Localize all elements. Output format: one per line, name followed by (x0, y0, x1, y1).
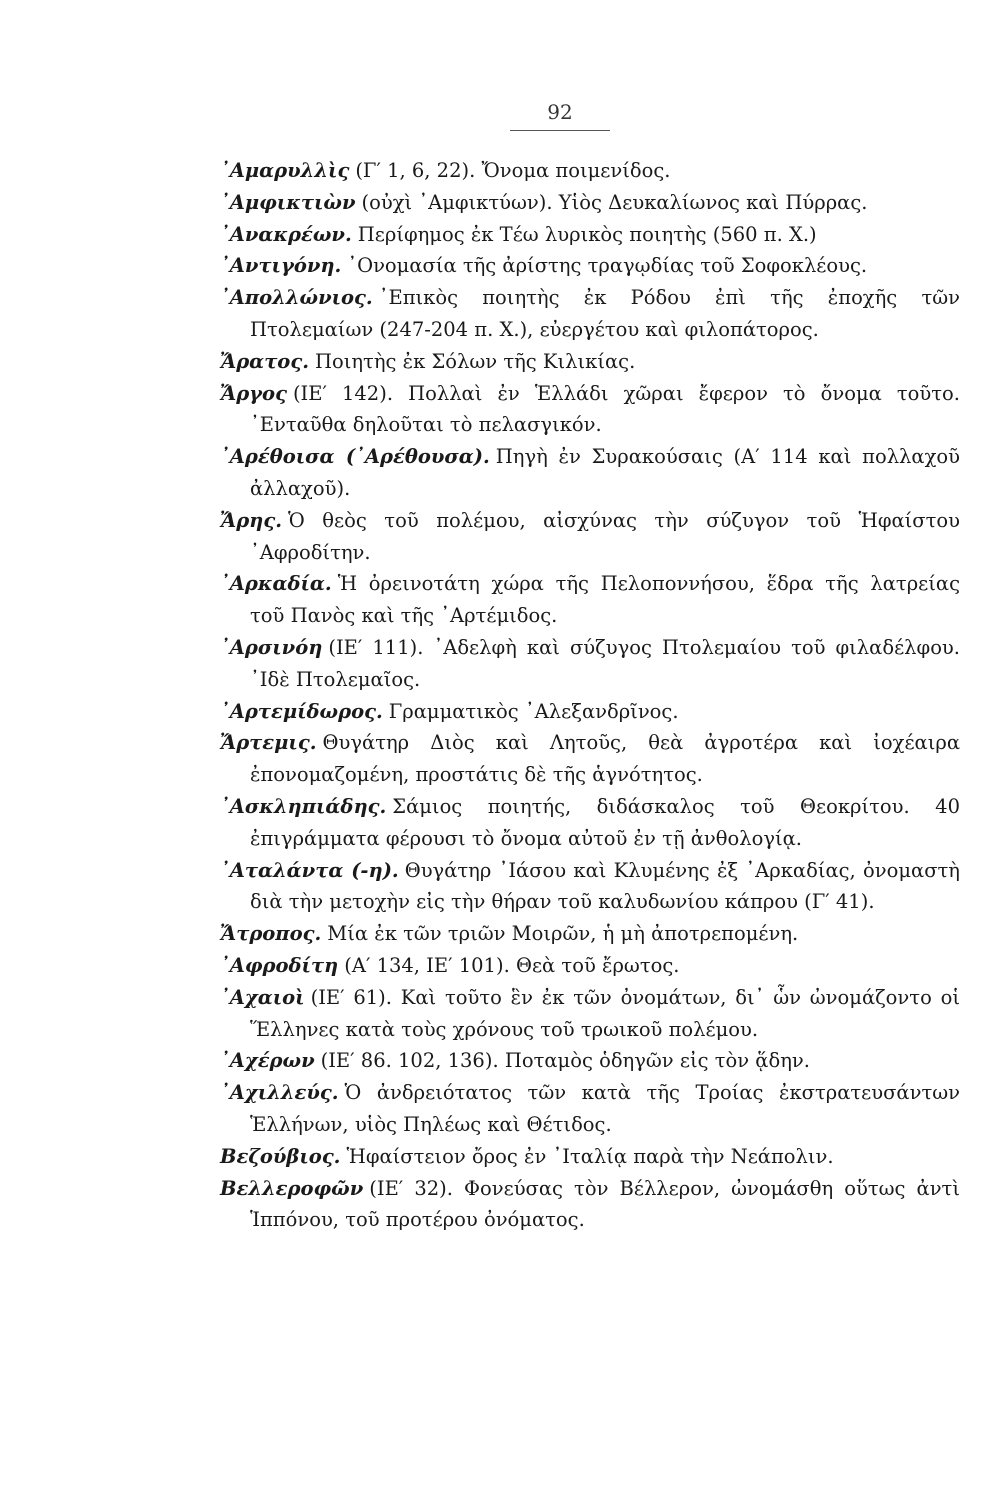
entry-definition: Γραμματικὸς ᾿Αλεξανδρῖνος. (388, 699, 679, 723)
entry-headword: ᾿Απολλώνιος. (220, 286, 373, 310)
glossary-entry (220, 505, 960, 569)
entry-definition: (ΙΕ′ 61). Καὶ τοῦτο ἓν ἐκ τῶν ὀνομάτων, δι᾿ ὧν ὠνομάζοντο οἱ Ἕλληνες κατὰ τοὺς χρόνους τοῦ τρωικοῦ πολέμου. (250, 985, 960, 1041)
entry-definition: Πηγὴ ἐν Συρακούσαις (Α′ 114 καὶ πολλαχοῦ ἀλλαχοῦ). (250, 445, 960, 500)
entry-definition: Ποιητὴς ἐκ Σόλων τῆς Κιλικίας. (314, 349, 636, 373)
glossary-entry (220, 155, 960, 187)
entry-definition: Μία ἐκ τῶν τριῶν Μοιρῶν, ἡ μὴ ἀποτρεπομένη. (327, 922, 799, 946)
entry-headword: ᾿Αταλάντα (-η). (220, 858, 399, 882)
entry-headword: ᾿Αφροδίτη (220, 953, 339, 977)
entry-headword: ᾿Ασκληπιάδης. (220, 794, 387, 818)
page-number-rule (510, 130, 610, 131)
entry-definition: (Α′ 134, ΙΕ′ 101). Θεὰ τοῦ ἔρωτος. (344, 953, 680, 977)
glossary-entry (220, 950, 960, 982)
entry-headword: ᾿Αχαιοὶ (220, 985, 305, 1009)
glossary-entry (220, 219, 960, 251)
entry-definition: Ἡφαίστειον ὄρος ἐν ᾿Ιταλίᾳ παρὰ τὴν Νεάπολιν. (346, 1144, 834, 1168)
entry-definition: (ΙΕ′ 142). Πολλαὶ ἐν Ἑλλάδι χῶραι ἔφερον τὸ ὄνομα τοῦτο. ᾿Ενταῦθα δηλοῦται τὸ πελασγικόν. (250, 381, 960, 437)
glossary-entry (220, 1045, 960, 1077)
entry-headword: ᾿Αχιλλεύς. (220, 1081, 339, 1105)
glossary-entry (220, 346, 960, 378)
glossary-entry (220, 187, 960, 219)
entry-headword: Βεζούβιος. (220, 1144, 341, 1168)
entry-headword: Ἄρτεμις. (220, 731, 317, 755)
entry-definition: ᾿Επικὸς ποιητὴς ἐκ Ρόδου ἐπὶ τῆς ἐποχῆς τῶν Πτολεμαίων (247-204 π. Χ.), εὐεργέτου καὶ φιλοπάτορος. (250, 286, 960, 341)
glossary-entry (220, 918, 960, 950)
entry-definition: Ὁ ἀνδρειότατος τῶν κατὰ τῆς Τροίας ἐκστρατευσάντων Ἑλλήνων, υἱὸς Πηλέως καὶ Θέτιδος. (250, 1081, 960, 1136)
glossary-entry (220, 441, 960, 505)
entry-definition: Ὁ θεὸς τοῦ πολέμου, αἰσχύνας τὴν σύζυγον τοῦ Ἡφαίστου ᾿Αφροδίτην. (250, 508, 960, 564)
entry-headword: Βελλεροφῶν (220, 1176, 364, 1200)
entry-headword: ᾿Αντιγόνη. (220, 254, 342, 278)
entry-definition: Θυγάτηρ ᾿Ιάσου καὶ Κλυμένης ἐξ ᾿Αρκαδίας, ὀνομαστὴ διὰ τὴν μετοχὴν εἰς τὴν θήραν τοῦ καλυδωνίου κάπρου (Γ′ 41). (250, 858, 960, 914)
entry-definition: Σάμιος ποιητής, διδάσκαλος τοῦ Θεοκρίτου. 40 ἐπιγράμματα φέρουσι τὸ ὄνομα αὐτοῦ ἐν τῇ ἀνθολογίᾳ. (250, 794, 960, 850)
entry-headword: ᾿Αρέθοισα (᾿Αρέθουσα). (220, 445, 490, 469)
glossary-entry (220, 855, 960, 919)
entry-headword: ᾿Αρτεμίδωρος. (220, 699, 383, 723)
entry-definition: (ΙΕ′ 111). ᾿Αδελφὴ καὶ σύζυγος Πτολεμαίου τοῦ φιλαδέλφου. ᾿Ιδὲ Πτολεμαῖος. (250, 635, 960, 691)
glossary-entry (220, 1141, 960, 1173)
entry-headword: Ἄργος (220, 381, 287, 405)
entry-headword: ᾿Ανακρέων. (220, 222, 352, 246)
glossary-entry (220, 727, 960, 791)
entry-headword: Ἄρατος. (220, 349, 309, 373)
entry-headword: ᾿Αρκαδία. (220, 572, 332, 596)
glossary-entry (220, 378, 960, 442)
entry-headword: Ἄτροπος. (220, 922, 322, 946)
entry-definition: (ΙΕ′ 86. 102, 136). Ποταμὸς ὁδηγῶν εἰς τὸν ᾅδην. (320, 1049, 810, 1073)
glossary-entry (220, 982, 960, 1046)
glossary-entry (220, 1173, 960, 1237)
entry-headword: Ἄρης. (220, 508, 283, 532)
entry-definition: Περίφημος ἐκ Τέω λυρικὸς ποιητὴς (560 π. Χ.) (357, 222, 817, 246)
entry-headword: ᾿Αχέρων (220, 1049, 315, 1073)
entry-definition: Ἡ ὀρεινοτάτη χώρα τῆς Πελοποννήσου, ἕδρα τῆς λατρείας τοῦ Πανὸς καὶ τῆς ᾿Αρτέμιδος. (250, 572, 960, 628)
page-number: 92 (547, 100, 573, 124)
glossary-entry (220, 568, 960, 632)
entry-headword: ᾿Αρσινόη (220, 635, 323, 659)
glossary-entry (220, 250, 960, 282)
glossary-entry (220, 1077, 960, 1141)
entry-definition: ᾿Ονομασία τῆς ἀρίστης τραγῳδίας τοῦ Σοφοκλέους. (347, 254, 868, 278)
glossary-entry (220, 791, 960, 855)
entry-definition: (οὐχὶ ᾿Αμφικτύων). Υἱὸς Δευκαλίωνος καὶ Πύρρας. (361, 190, 868, 214)
entry-headword: ᾿Αμφικτιὼν (220, 190, 356, 214)
glossary-entry (220, 696, 960, 728)
entry-headword: ᾿Αμαρυλλὶς (220, 159, 350, 182)
glossary-entries (220, 155, 960, 1236)
entry-definition: Θυγάτηρ Διὸς καὶ Λητοῦς, θεὰ ἀγροτέρα καὶ ἰοχέαιρα ἐπονομαζομένη, προστάτις δὲ τῆς ἁγνότητος. (250, 731, 960, 787)
entry-definition: (ΙΕ′ 32). Φονεύσας τὸν Βέλλερον, ὠνομάσθη οὕτως ἀντὶ Ἱππόνου, τοῦ προτέρου ὀνόματος. (250, 1176, 960, 1232)
glossary-entry (220, 282, 960, 346)
glossary-entry (220, 632, 960, 696)
entry-definition: (Γ′ 1, 6, 22). Ὄνομα ποιμενίδος. (355, 159, 671, 182)
